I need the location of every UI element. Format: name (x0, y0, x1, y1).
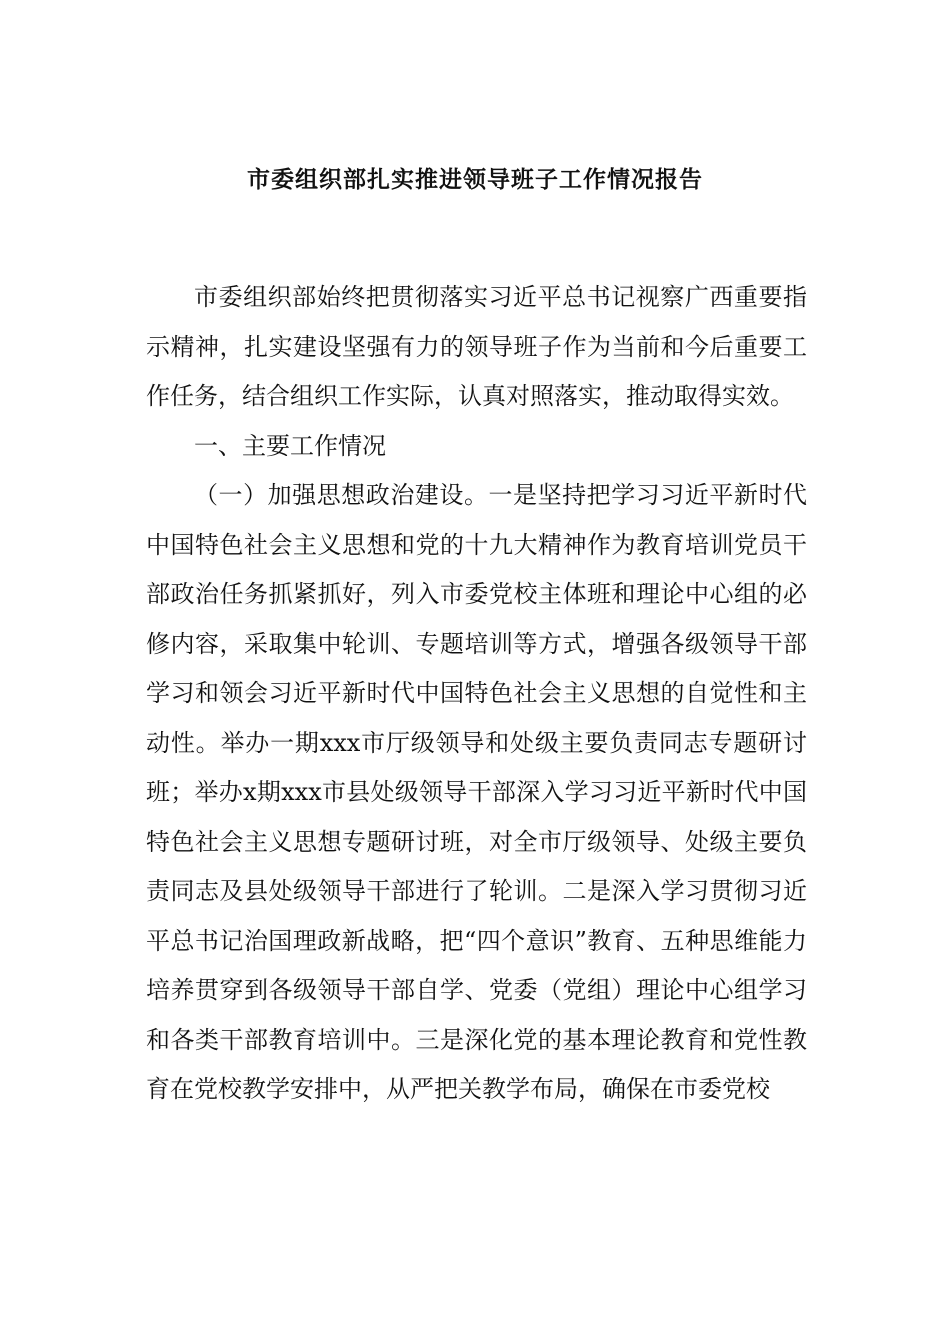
intro-paragraph: 市委组织部始终把贯彻落实习近平总书记视察广西重要指示精神，扎实建设坚强有力的领导班子作为当前和今后重要工作任务，结合组织工作实际，认真对照落实，推动取得实效。 (146, 283, 807, 410)
document-title: 市委组织部扎实推进领导班子工作情况报告 (247, 166, 703, 193)
section-heading: 一、主要工作情况 (194, 431, 386, 460)
section-paragraph: （一）加强思想政治建设。一是坚持把学习习近平新时代中国特色社会主义思想和党的十九大精神作为教育培训党员干部政治任务抓紧抓好，列入市委党校主体班和理论中心组的必修内容，采取集中轮训、专题培训等方式，增强各级领导干部学习和领会习近平新时代中国特色社会主义思想的自觉性和主动性。举办一期xxx市厅级领导和处级主要负责同志专题研讨班；举办x期xxx市县处级领导干部深入学习习近平新时代中国特色社会主义思想专题研讨班，对全市厅级领导、处级主要负责同志及县处级领导干部进行了轮训。二是深入学习贯彻习近平总书记治国理政新战略，把“四个意识”教育、五种思维能力培养贯穿到各级领导干部自学、党委（党组）理论中心组学习和各类干部教育培训中。三是深化党的基本理论教育和党性教育在党校教学安排中，从严把关教学布局，确保在市委党校 (146, 481, 807, 1103)
document-body (146, 273, 807, 1115)
